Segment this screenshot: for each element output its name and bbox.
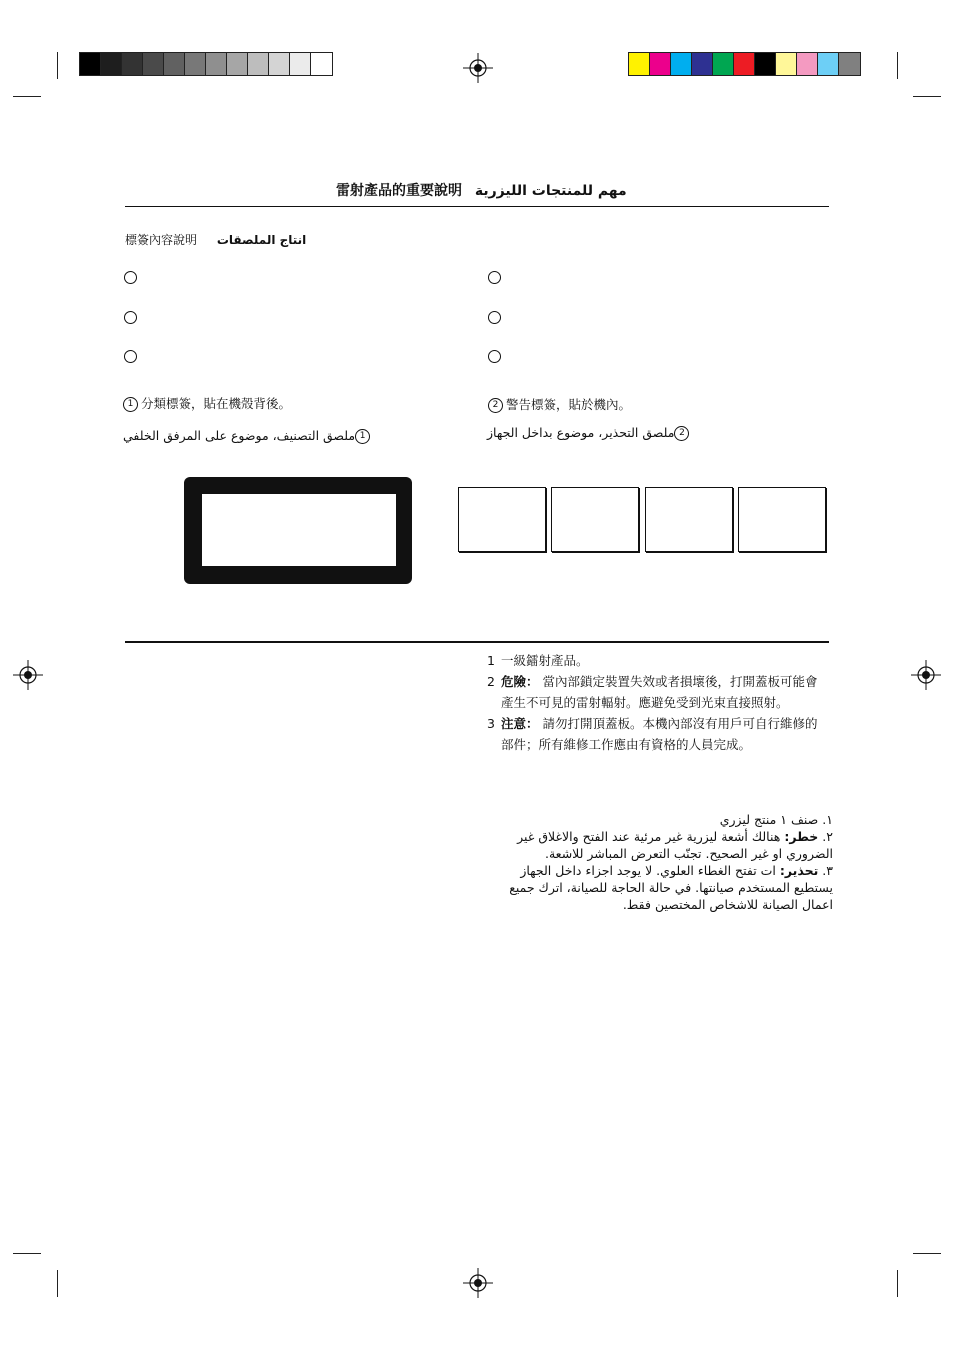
registration-target-icon [463,1268,493,1298]
warning-label-box [458,487,546,552]
crop-mark [897,52,898,79]
color-swatch [755,53,776,75]
grayscale-color-bar [79,52,333,76]
note-item: ٣. تحذير: ات تفتح الغطاء العلوي. لا يوجد اجزاء داخل الجهاز يستطيع المستخدم صيانتها. في حالة الحاجة للصيانة، اترك جميع اعمال الصيانة للاشخاص المختصين فقط. [509,863,833,912]
color-swatch [797,53,818,75]
section-rule [125,641,829,643]
warning-label-box [738,487,826,552]
notes-ar [505,811,833,913]
crop-mark [13,96,41,97]
color-swatch [101,53,122,75]
crop-mark [57,1270,58,1297]
color-swatch [650,53,671,75]
registration-target-icon [13,660,43,690]
crop-mark [57,52,58,79]
color-swatch [311,53,332,75]
registration-target-icon [463,53,493,83]
color-swatch [206,53,227,75]
color-swatch [290,53,311,75]
color-swatch [713,53,734,75]
color-swatch [143,53,164,75]
crop-mark [897,1270,898,1297]
note-item: 1 一級鐳射產品。 [487,653,589,668]
color-swatch [839,53,860,75]
color-swatch [692,53,713,75]
crop-mark [13,1253,41,1254]
color-swatch [248,53,269,75]
notes-zh [487,650,827,755]
color-swatch [122,53,143,75]
section-subtitle [125,231,306,248]
warning-label-box [645,487,733,552]
note-item: ١. صنف ١ منتج ليزري [719,812,833,827]
crop-mark [913,96,941,97]
bullet-circle [488,350,501,363]
bullet-circle [488,271,501,284]
color-swatch [818,53,839,75]
bullet-circle [124,271,137,284]
color-swatch [629,53,650,75]
color-swatch [269,53,290,75]
subtitle-ar: انتاج الملصقات [216,233,307,247]
note-item: 2 危險： 當內部鎖定裝置失效或者損壞後，打開蓋板可能會產生不可見的雷射輻射。應避免受到光束直接照射。 [487,674,818,710]
title-zh: 雷射產品的重要說明 [336,183,462,199]
label1-description-zh: 1 分類標簽，貼在機殼背後。 [123,394,291,412]
label1-description-ar: 1ملصق التصنيف، موضوع على المرفق الخلفي [123,428,413,444]
color-swatch [776,53,797,75]
color-swatch [185,53,206,75]
color-swatch [164,53,185,75]
bullet-circle [124,311,137,324]
color-swatch [671,53,692,75]
bullet-circle [124,350,137,363]
note-item: 3 注意： 請勿打開頂蓋板。本機內部沒有用戶可自行維修的部件；所有維修工作應由有資格的人員完成。 [487,716,818,752]
classification-label-area [202,494,396,566]
color-swatch [734,53,755,75]
registration-target-icon [911,660,941,690]
title-rule [125,206,829,207]
subtitle-zh: 標簽內容說明 [125,233,198,247]
color-swatch [80,53,101,75]
label2-description-ar: 2ملصق التحذير، موضوع بداخل الجهاز [487,425,733,441]
page-title [336,180,656,200]
process-color-bar [628,52,861,76]
bullet-circle [488,311,501,324]
warning-label-box [551,487,639,552]
label1-number: 1 [123,397,138,412]
crop-mark [913,1253,941,1254]
title-ar: مهم للمنتجات الليزرية [474,183,627,199]
label2-description-zh: 2 警告標簽，貼於機內。 [488,395,631,413]
color-swatch [227,53,248,75]
note-item: ٢. خطر: هنالك أشعة ليزرية غير مرئية عند الفتح والاغلاق غير الضروري او غير الصحيح. تجنّب التعرض المباشر للاشعة. [517,829,833,861]
label2-number: 2 [488,398,503,413]
